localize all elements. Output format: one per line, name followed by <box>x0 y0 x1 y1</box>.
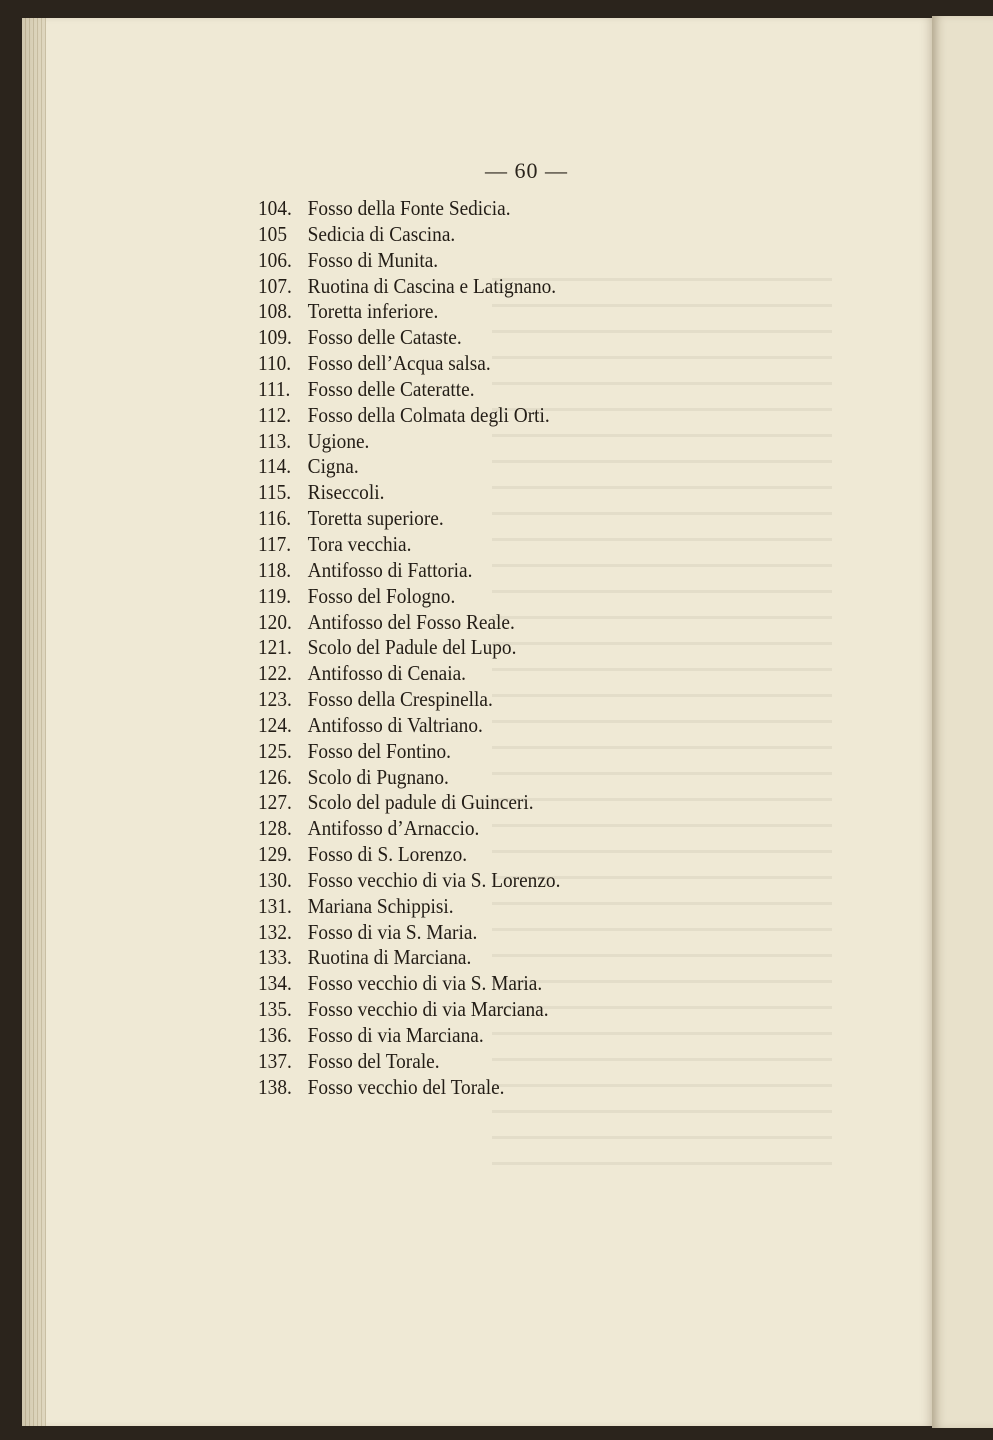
entry-text: Toretta inferiore. <box>307 299 439 324</box>
entry-text: Ruotina di Marciana. <box>307 945 472 970</box>
entry-number: 114. <box>258 454 292 479</box>
entry-number: 137. <box>258 1048 292 1073</box>
entry-text: Sedicia di Cascina. <box>307 221 456 246</box>
entry-text: Fosso di Munita. <box>307 247 439 272</box>
list-entry <box>258 945 560 971</box>
entry-text: Tora vecchia. <box>307 531 412 556</box>
entry-text: Antifosso di Valtriano. <box>307 712 483 737</box>
list-entry <box>258 351 560 377</box>
list-entry <box>258 506 560 532</box>
entry-text: Fosso del Fontino. <box>307 738 451 763</box>
entry-number: 127. <box>258 790 292 815</box>
facing-page-edge <box>932 16 993 1428</box>
list-entry <box>258 610 560 636</box>
entry-number: 107. <box>258 273 292 298</box>
entry-number: 111. <box>258 376 291 401</box>
entry-text: Fosso della Fonte Sedicia. <box>307 196 511 220</box>
entry-text: Toretta superiore. <box>307 506 444 531</box>
entry-number: 130. <box>258 867 292 892</box>
list-entry <box>258 687 560 713</box>
entry-text: Cigna. <box>307 454 359 479</box>
list-entry <box>258 377 560 403</box>
entry-text: Antifosso di Fattoria. <box>307 557 473 582</box>
entry-number: 122. <box>258 661 292 686</box>
list-entry <box>258 558 560 584</box>
list-entry <box>258 325 560 351</box>
entry-number: 131. <box>258 893 292 918</box>
entry-number: 125. <box>258 738 292 763</box>
list-entry <box>258 765 560 791</box>
entry-text: Fosso vecchio del Torale. <box>307 1074 505 1099</box>
entry-number: 138. <box>258 1074 292 1099</box>
list-entry <box>258 1049 560 1075</box>
list-entry <box>258 480 560 506</box>
list-entry <box>258 920 560 946</box>
entry-text: Scolo di Pugnano. <box>307 764 449 789</box>
list-entry <box>258 739 560 765</box>
list-entry <box>258 403 560 429</box>
entry-number: 109. <box>258 325 292 350</box>
entry-text: Ruotina di Cascina e Latignano. <box>307 273 557 298</box>
entry-text: Fosso delle Cateratte. <box>307 376 475 401</box>
list-entry <box>258 661 560 687</box>
entry-number: 133. <box>258 945 292 970</box>
entry-text: Scolo del padule di Guinceri. <box>307 790 534 815</box>
entry-number: 105 <box>258 221 287 246</box>
entry-text: Fosso vecchio di via Marciana. <box>307 997 549 1022</box>
list-entry <box>258 222 560 248</box>
entry-number: 121. <box>258 635 292 660</box>
entry-text: Ugione. <box>307 428 370 453</box>
entry-text: Fosso della Crespinella. <box>307 687 493 712</box>
list-entry <box>258 894 560 920</box>
entry-text: Antifosso del Fosso Reale. <box>307 609 515 634</box>
entry-number: 135. <box>258 997 292 1022</box>
entry-number: 120. <box>258 609 292 634</box>
entry-number: 112. <box>258 402 292 427</box>
entry-text: Fosso delle Cataste. <box>307 325 462 350</box>
entry-number: 115. <box>258 480 292 505</box>
entry-number: 113. <box>258 428 292 453</box>
list-entry <box>258 635 560 661</box>
list-entry <box>258 299 560 325</box>
entry-text: Fosso vecchio di via S. Lorenzo. <box>307 867 561 892</box>
entry-number: 108. <box>258 299 292 324</box>
entry-number: 106. <box>258 247 292 272</box>
list-entry <box>258 868 560 894</box>
entry-text: Antifosso di Cenaia. <box>307 661 466 686</box>
entry-text: Fosso vecchio di via S. Maria. <box>307 971 543 996</box>
list-entry <box>258 842 560 868</box>
list-entry <box>258 997 560 1023</box>
entry-text: Fosso di via Marciana. <box>307 1023 484 1047</box>
entry-text: Fosso dell’Acqua salsa. <box>307 351 491 376</box>
list-entry <box>258 429 560 455</box>
entry-number: 110. <box>258 351 292 376</box>
entry-number: 124. <box>258 712 292 737</box>
entry-number: 117. <box>258 531 292 556</box>
entry-number: 132. <box>258 919 292 944</box>
entry-number: 118. <box>258 557 292 582</box>
entry-number: 116. <box>258 506 292 531</box>
list-entry <box>258 1075 560 1101</box>
entry-number: 136. <box>258 1023 292 1047</box>
list-entry <box>258 532 560 558</box>
watercourse-list <box>258 196 587 1101</box>
list-entry <box>258 248 560 274</box>
list-entry <box>258 274 560 300</box>
list-entry <box>258 713 560 739</box>
entry-number: 128. <box>258 816 292 841</box>
entry-text: Fosso di via S. Maria. <box>307 919 478 944</box>
entry-number: 129. <box>258 842 292 867</box>
list-entry <box>258 196 560 222</box>
entry-text: Fosso del Fologno. <box>307 583 456 608</box>
entry-number: 119. <box>258 583 292 608</box>
entry-number: 104. <box>258 196 292 220</box>
list-entry <box>258 584 560 610</box>
entry-text: Riseccoli. <box>307 480 385 505</box>
list-entry <box>258 816 560 842</box>
list-entry <box>258 1023 560 1049</box>
entry-number: 126. <box>258 764 292 789</box>
entry-text: Antifosso d’Arnaccio. <box>307 816 480 841</box>
entry-text: Fosso del Torale. <box>307 1048 440 1073</box>
entry-text: Fosso di S. Lorenzo. <box>307 842 468 867</box>
page-stack-edges <box>22 18 46 1426</box>
list-entry <box>258 454 560 480</box>
entry-number: 123. <box>258 687 292 712</box>
list-entry <box>258 790 560 816</box>
list-entry <box>258 971 560 997</box>
entry-text: Fosso della Colmata degli Orti. <box>307 402 550 427</box>
entry-text: Mariana Schippisi. <box>307 893 454 918</box>
page-number: — 60 — <box>485 158 568 183</box>
entry-text: Scolo del Padule del Lupo. <box>307 635 517 660</box>
entry-number: 134. <box>258 971 292 996</box>
